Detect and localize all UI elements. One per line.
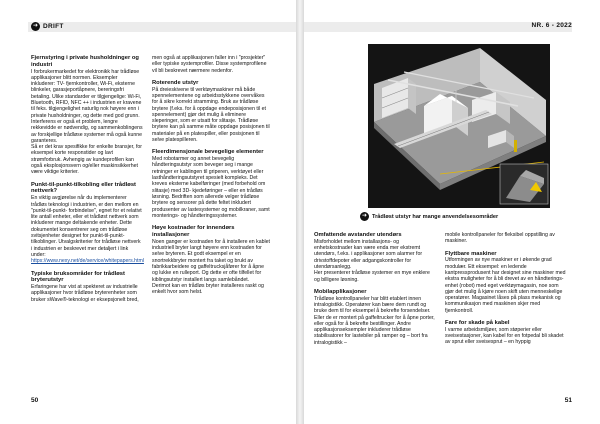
paragraph: Misforholdet mellom installasjons- og enhetskostnader kan være enda mer ekstremt utendørs, f.eks. i applikasjoner som alarmer for drivstoffdepoter eller adgangskontroller for utendørsanlegg. [314, 238, 423, 270]
paragraph: På dreieskivene til verktøymaskiner må både spennelementene og arbeidsstykkene overvåkes for å sikre korrekt stramming. Bruk av trådløse brytere (f.eks. for å oppdage endeposisjonen til et spennelement) gjør det mulig å eliminere sleperinger, som er utsatt for slitasje. Trådløse brytere kan på samme måte oppdage posisjonen til materialer på en platespiller, eller posisjonen til selve platespilleren. [152, 86, 270, 144]
page-number: 51 [564, 397, 572, 404]
heading: Omfattende avstander utendørs [314, 232, 402, 238]
paragraph: Derimot kan en trådløs bryter installeres raskt og enkelt hvor som helst. [152, 282, 264, 296]
left-column-1 [31, 55, 143, 303]
paragraph: Her presenterer trådløse systemer en mye enklere og billigere løsning. [314, 270, 430, 283]
heading: Flyttbare maskiner [445, 250, 497, 257]
left-page [0, 0, 296, 424]
left-column-2 [152, 55, 270, 295]
right-column-1 [314, 232, 436, 346]
heading: Høye kostnader for innendørs installasjoner [152, 225, 235, 238]
heading: Mobilapplikasjoner [314, 288, 367, 295]
paragraph: Så er det krav spesifikke for enkelte bransjer, for eksempel korte responstider og lavt strømforbruk. Avhengig av kundeprofilen kan også eksplosjonsvern og/eller maskinsikkerhet være viktige kriterier. [31, 144, 143, 176]
paragraph: Noen ganger er kostnaden for å installere en kablet industriell bryter langt høyere enn kostnaden for selve bryteren. Et godt eksempel er en snortrekkbryter montert fra taket og brukt av fabrikkarbeidere og gaffeltrucksjåfører for å åpne og lukke en rulleport. Og dette er ofte tilfellet for kiblingsutstyr installert langs samlebåndet. [152, 238, 270, 283]
heading: Typiske bruksområder for trådløst bryterutstyr [31, 270, 125, 284]
paragraph: Utformingen av nye maskiner er i økende grad modulær. Ett eksempel: en ledende kantpressprodusent har designet sine maskiner med ekstra muligheter for å bli drevet av en håndterings-enhet (robot) med eget verktøymagasin, noe som gjør det mulig å kjøre noen skift uten menneskelige operatører. Magasinet låses på plass mekanisk og kommunikasjon med maskinen skjer med fjernkontroll. [445, 257, 566, 314]
right-column-2 [445, 232, 567, 346]
header-bar [28, 22, 296, 32]
paragraph: men også at applikasjonen faller inn i "prosjekter" eller typiske systemprofiler. Disse systemprofilene vil bli beskrevet nærmere nedenfor. [152, 55, 267, 74]
issue-label: NR. 6 - 2022 [531, 22, 572, 29]
paragraph: Med robotarmer og annet bevegelig håndteringsutstyr som beveger seg i mange retninger er kablingen til griperen, verktøyet eller lasthåndteringsutstyret spesielt kompleks. Det kreves eksterne kabelføringer (med forbehold om slitasje) med 3D- kjedeføringer – eller en trådløs løsning. Bedriften som allerede velger trådløse brytere og sensorer på dette feltet inkludert produsenter av lastesystemer og mobilkraner, samt monterings- og håndteringssystemer. [152, 156, 270, 219]
paragraph: I forbrukermarkedet for elektronikk har trådløse applikasjoner blitt normen. Eksempler inkluderer: TV- fjernkontroller, Wi-Fi, eksterne blinkeler, garasjeportåpnere, bereringsfri betaling. Ulike standarder er tilgjengelige: Wi-Fi, Bluetooth, RFID, NFC ++ i industrien er kravene til feks. tilgjengelighet naturlig nok høyere enn i private husholdninger, og dette med god grunn. Interferens er også et problem, lengre rekkevidde er nødvendig, og sammenkoblingens av forskjellige trådløse systemer må også kunne garanteres. [31, 68, 143, 144]
heading: Fare for skade på kabel [445, 320, 510, 327]
heading: Fjernstyring i private husholdninger og industri [31, 55, 139, 68]
heading: Roterende utstyr [152, 79, 199, 86]
paragraph: Erfaringene har vist at spekteret av industrielle applikasjoner hvor trådløse bryterenheter som bruker sWave®-teknologi er eksepsjonelt bred, [31, 284, 139, 303]
paragraph: I varme arbeidsmiljøer, som støperier eller sveisestasjoner, kan kabel for en fotpedal bli skadet av sprut eller sveisesprut – en hyppig [445, 326, 564, 346]
section-title: DRIFT [43, 23, 64, 30]
paragraph: Trådløse kontrollpaneler har blitt etablert innen intralogistikk. Operatører kan bære dem rundt og bruke dem til for eksempel å bekrefte forsendelser. Eller de er montert på gaffeltrucker for å åpne porter, eller også for å bekrefte bestillinger. Andre applikasjonseksempler inkluderer trådløse stabilisatorer for lastebiler på ramper og – bort fra intralogistikk – [314, 295, 435, 346]
factory-3d-drawing [368, 44, 550, 208]
paragraph: En viktig avgjørelse når du implementerer trådløs teknologi i industrien, er den mellom en "punkt-til-punkt- forbindelse", egnet for et relativt lite antall enheter, eller et trådløst nettverk som inkluderer mange deltakende enheter. Dette dokumentet konsentrerer seg om trådløse svitsjenheter designet for punkt-til-punkt-tilkoblinger. Utvalgskriterier for trådløse nettverk i industrien er beskrevet mer detaljert i link under: [31, 195, 142, 258]
heading: Fleerdimensjonale bevegelige elementer [152, 149, 264, 156]
section-label [31, 22, 64, 31]
arrow-right-icon: ➜ [32, 23, 39, 29]
heading: Punkt-til-punkt-tilkobling eller trådløst nettverk? [31, 181, 136, 195]
paragraph: mobile kontrollpaneler for fleksibel oppstilling av maskiner. [445, 232, 555, 245]
page-number: 50 [31, 397, 39, 404]
figure-caption [360, 212, 498, 221]
arrow-right-icon: ➜ [361, 213, 368, 219]
caption-text: Trådløst utstyr har mange anvendelsesområder [372, 213, 499, 220]
spine-gutter [296, 0, 304, 424]
whitepaper-link[interactable]: https://www.nexy.net/de/service/whitepapers.html [31, 258, 144, 265]
right-page [304, 0, 600, 424]
factory-illustration [368, 44, 550, 208]
